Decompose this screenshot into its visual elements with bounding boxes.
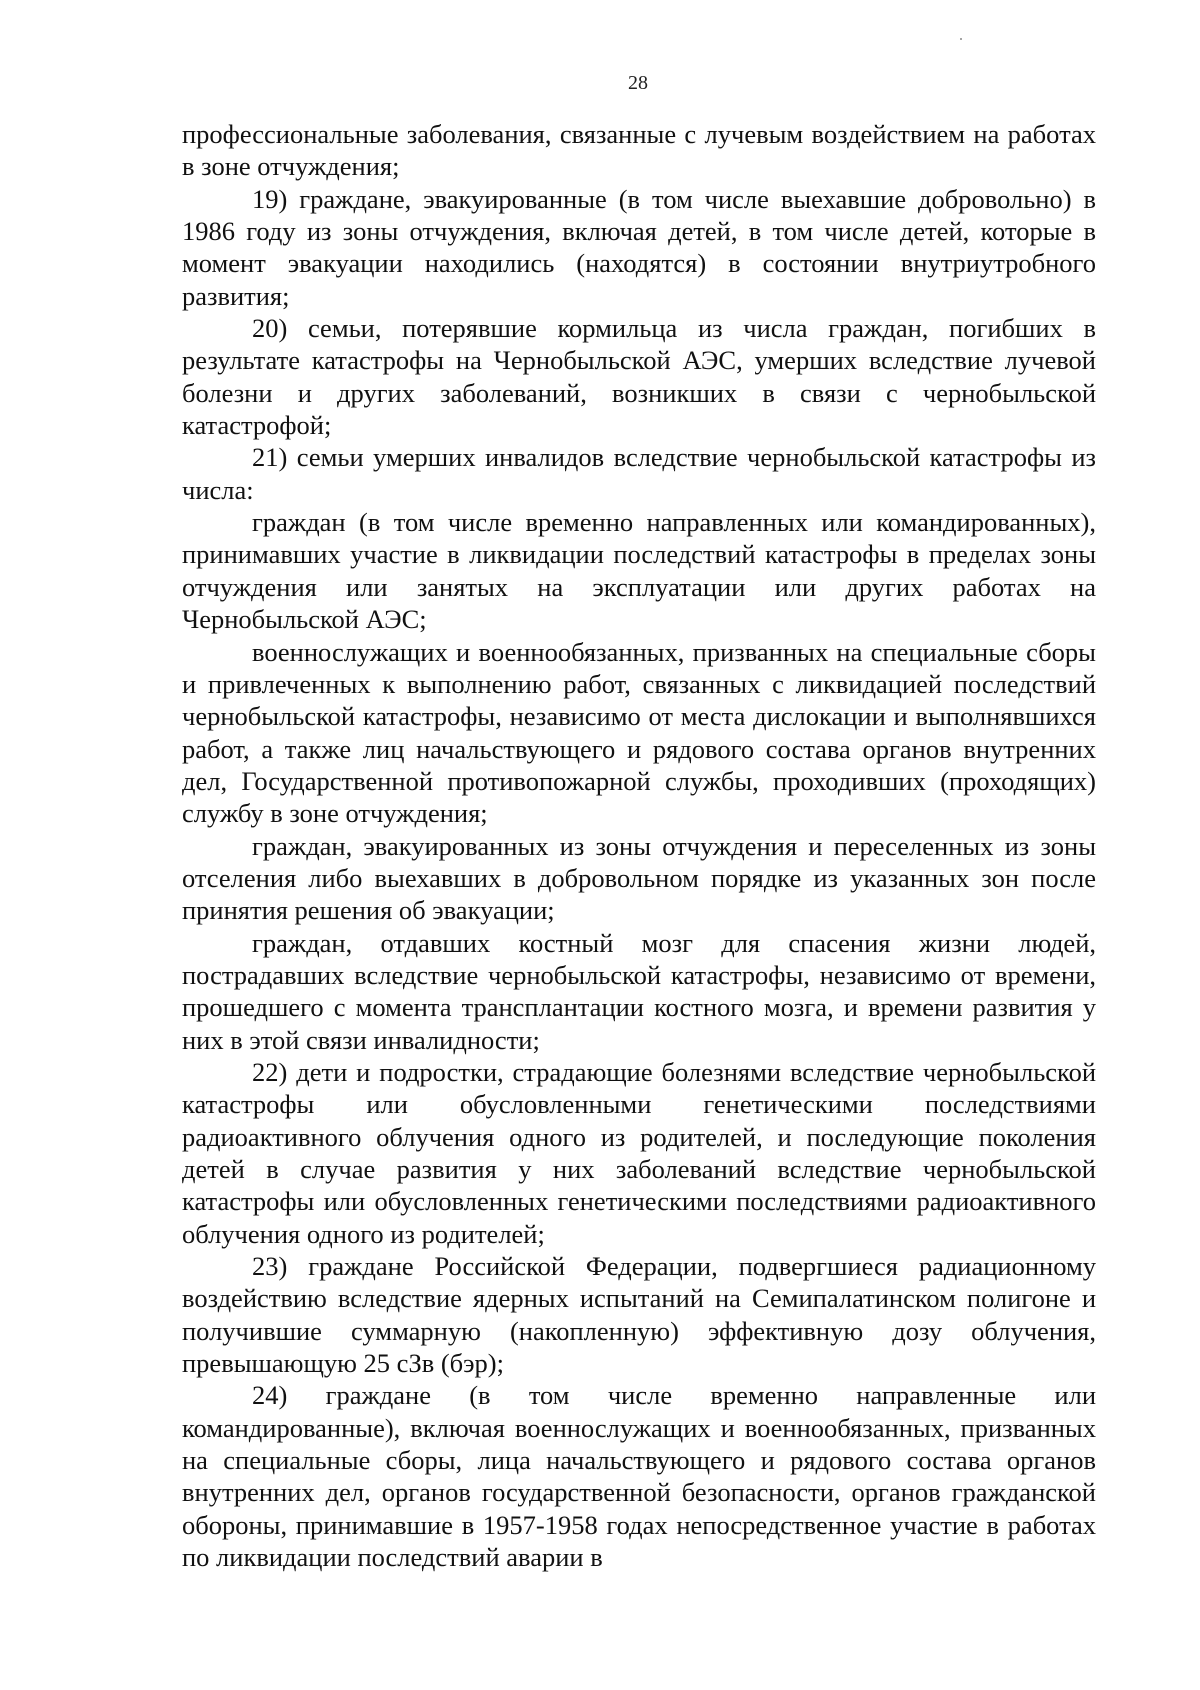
paragraph-item-19: 19) граждане, эвакуированные (в том числе выехавшие добровольно) в 1986 году из зоны отчуждения, включая детей, в том числе детей, которые в момент эвакуации находились (находятся) в состоянии внутриутробного развития;	[182, 183, 1096, 311]
page-number: 28	[628, 72, 648, 94]
paragraph-item-22: 22) дети и подростки, страдающие болезнями вследствие чернобыльской катастрофы или обусловленными генетическими последствиями радиоактивного облучения одного из родителей, и последующие поколения детей в случае развития у них заболеваний вследствие чернобыльской катастрофы или обусловленных генетическими последствиями радиоактивного облучения одного из родителей;	[182, 1056, 1096, 1249]
paragraph-item-20: 20) семьи, потерявшие кормильца из числа граждан, погибших в результате катастрофы на Чернобыльской АЭС, умерших вследствие лучевой болезни и других заболеваний, возникших в связи с чернобыльской катастрофой;	[182, 313, 1096, 441]
document-body	[182, 118, 1096, 1573]
paragraph-item-21: 21) семьи умерших инвалидов вследствие чернобыльской катастрофы из числа:	[182, 442, 1096, 505]
paragraph-item-23: 23) граждане Российской Федерации, подвергшиеся радиационному воздействию вследствие ядерных испытаний на Семипалатинском полигоне и получившие суммарную (накопленную) эффективную дозу облучения, превышающую 25 сЗв (бэр);	[182, 1251, 1096, 1379]
paragraph-item-21-subitem-4: граждан, отдавших костный мозг для спасения жизни людей, пострадавших вследствие чернобыльской катастрофы, независимо от времени, прошедшего с момента трансплантации костного мозга, и времени развития у них в этой связи инвалидности;	[182, 927, 1096, 1055]
paragraph-continuation: профессиональные заболевания, связанные с лучевым воздействием на работах в зоне отчуждения;	[182, 119, 1096, 182]
scan-speck	[960, 38, 962, 40]
paragraph-item-21-subitem-2: военнослужащих и военнообязанных, призванных на специальные сборы и привлеченных к выполнению работ, связанных с ликвидацией последствий чернобыльской катастрофы, независимо от места дислокации и выполнявшихся работ, а также лиц начальствующего и рядового состава органов внутренних дел, Государственной противопожарной службы, проходивших (проходящих) службу в зоне отчуждения;	[182, 636, 1096, 829]
paragraph-item-24: 24) граждане (в том числе временно направленные или командированные), включая военнослужащих и военнообязанных, призванных на специальные сборы, лица начальствующего и рядового состава органов внутренних дел, органов государственной безопасности, органов гражданской обороны, принимавшие в 1957-1958 годах непосредственное участие в работах по ликвидации последствий аварии в	[182, 1380, 1096, 1573]
paragraph-item-21-subitem-3: граждан, эвакуированных из зоны отчуждения и переселенных из зоны отселения либо выехавших в добровольном порядке из указанных зон после принятия решения об эвакуации;	[182, 830, 1096, 926]
paragraph-item-21-subitem-1: граждан (в том числе временно направленных или командированных), принимавших участие в ликвидации последствий катастрофы в пределах зоны отчуждения или занятых на эксплуатации или других работах на Чернобыльской АЭС;	[182, 507, 1096, 635]
